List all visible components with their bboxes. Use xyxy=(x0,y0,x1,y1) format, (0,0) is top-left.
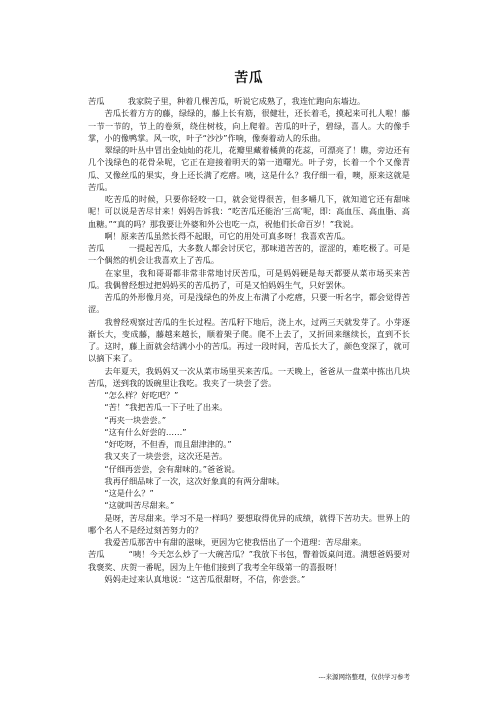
body-paragraph: 是呀，苦尽甜来。学习不是一样吗？要想取得优异的成绩，就得下苦功夫。世界上的哪个名人不是经过刻苦努力的？ xyxy=(88,512,410,535)
document-title: 苦瓜 xyxy=(234,70,264,86)
body-paragraph: 啊！原来苦瓜虽然长得不起眼，可它的用处可真多呀！我喜欢苦瓜。 xyxy=(88,230,351,241)
document-body xyxy=(88,95,410,585)
body-paragraph: “怎么样？好吃吧？” xyxy=(88,390,179,400)
body-paragraph: 妈妈走过来认真地说：“这苦瓜很甜呀，不信，你尝尝。” xyxy=(88,573,306,584)
body-paragraph: “再夹一块尝尝。” xyxy=(88,414,167,425)
body-paragraph: “这就叫苦尽甜来。” xyxy=(88,500,175,511)
body-paragraph: 苦瓜 我家院子里，种着几棵苦瓜，听说它成熟了，我连忙跑向东墙边。 xyxy=(88,96,366,106)
document-page xyxy=(88,68,410,585)
body-paragraph: “仔细再尝尝，会有甜味的。”爸爸说。 xyxy=(88,463,240,474)
body-paragraph: “苦！”我把苦瓜一下子吐了出来。 xyxy=(88,402,228,413)
body-paragraph: 吃苦瓜的时候，只要你轻咬一口，就会觉得很苦，但多嚼几下，就知道它还有甜味呢！可以说是苦尽甘来！妈妈告诉我：“吃苦瓜还能治‘三高’呢，即：高血压、高血脂、高血糖。”“真的吗？那我要让外婆和外公也吃一点，祝他们长命百岁！”我说。 xyxy=(88,194,410,229)
body-paragraph: “好吃呀，不但香，而且甜津津的。” xyxy=(88,439,232,449)
source-footer: ---来源网络整理，仅供学习参考 xyxy=(318,673,410,681)
body-paragraph: 苦瓜 一提起苦瓜，大多数人都会讨厌它，那味道苦苦的，涩涩的，难吃极了。可是一个偶然的机会让我喜欢上了苦瓜。 xyxy=(88,243,410,266)
body-paragraph: “这有什么好尝的……” xyxy=(88,426,187,437)
body-paragraph: 我又夹了一块尝尝，这次还是苦。 xyxy=(88,451,228,462)
body-paragraph: 我爱苦瓜那苦中有甜的滋味，更因为它使我悟出了一个道理：苦尽甜来。 xyxy=(88,537,367,547)
body-paragraph: 我再仔细品味了一次，这次好象真的有两分甜味。 xyxy=(88,475,285,486)
body-paragraph: 苦瓜的外形像月亮，可是浅绿色的外皮上布满了小疙瘩，只要一听名字，都会觉得苦涩。 xyxy=(88,292,410,315)
body-paragraph: 我曾经观察过苦瓜的生长过程。苦瓜籽下地后，浇上水，过两三天就发芽了。小芽逐渐长大，变成藤，藤越来越长，顺着架子爬。爬不上去了，又折回来继续长，直到不长了。这时，藤上面就会结满小小的苦瓜。再过一段时间，苦瓜长大了，颜色变深了，就可以摘下来了。 xyxy=(88,316,410,364)
body-paragraph: 在家里，我和哥哥都非常非常地讨厌苦瓜，可是妈妈硬是每天都要从菜市场买来苦瓜。我偶曾经想过把妈妈买的苦瓜扔了，可是又怕妈妈生气，只好罢休。 xyxy=(88,267,410,290)
body-paragraph: 去年夏天，我妈妈又一次从菜市场里买来苦瓜。一天晚上，爸爸从一盘菜中拣出几块苦瓜，送到我的饭碗里让我吃。我夹了一块尝了尝。 xyxy=(88,365,410,388)
body-paragraph: “这是什么？” xyxy=(88,488,154,498)
body-paragraph: 翠绿的叶丛中冒出金灿灿的花儿，花瓣里藏着橘黄的花蕊，可漂亮了！瞧，旁边还有几个浅绿色的花骨朵呢，它正在迎接着明天的第一道曙光。叶子旁，长着一个个又像青瓜、又像丝瓜的果实，身上还长满了疙瘩。咦，这是什么？我仔细一看，噢，原来这就是苦瓜。 xyxy=(88,145,410,192)
body-paragraph: 苦瓜 “咦！今天怎么炒了一大碗苦瓜？”我放下书包，瞥着饭桌问道。满想爸妈要对我褒奖、庆贺一番呢，因为上午他们接到了我考全年级第一的喜报呀！ xyxy=(88,549,410,572)
body-paragraph: 苦瓜长着方方的藤，绿绿的，藤上长有筋，很健壮，还长着毛，摸起来可扎人啦！藤一节一节的，节上的卷须，绕住树枝，向上爬着。苦瓜的叶子，碧绿，喜人。大的像手掌，小的像鸭掌。风一吹，叶子“沙沙”作响，像奏着动人的乐曲。 xyxy=(88,108,410,143)
